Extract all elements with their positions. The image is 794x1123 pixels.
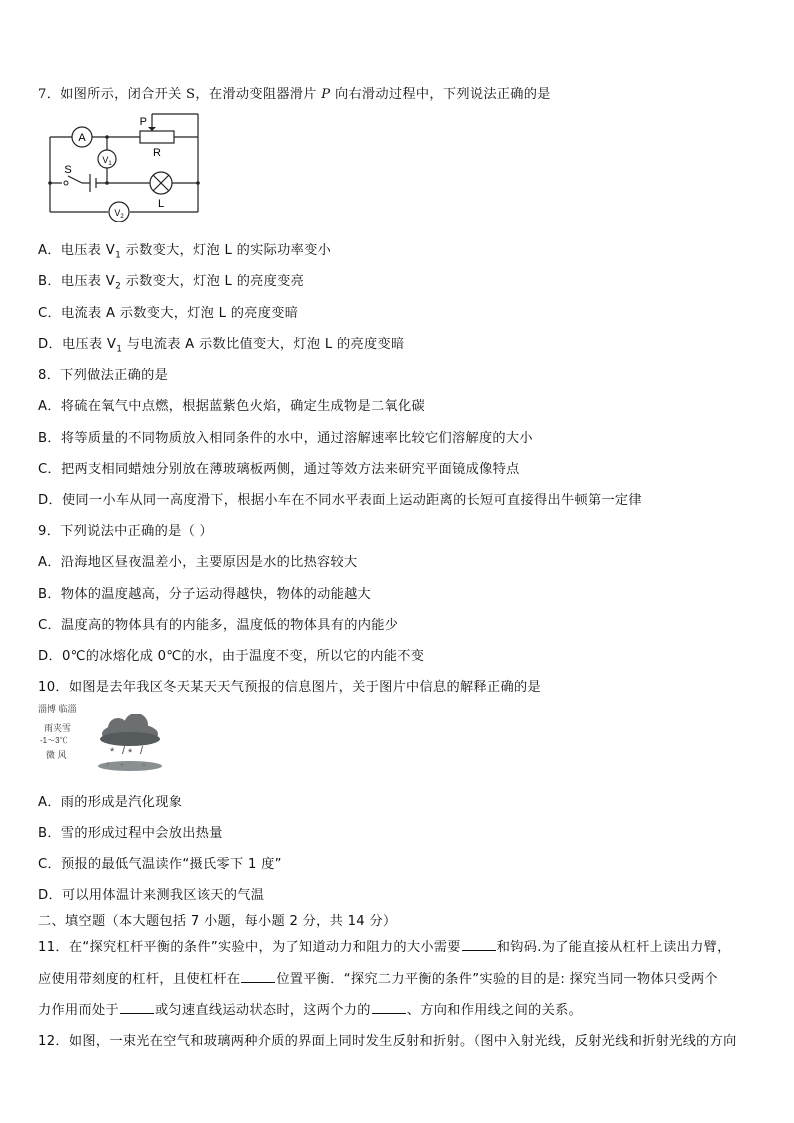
weather-city: 淄博 临淄 [38, 704, 77, 714]
q11-line-1: 11．在“探究杠杆平衡的条件”实验中，为了知道动力和阻力的大小需要 和钩码.为了能直接从杠杆上读出力臂， [38, 940, 731, 955]
q8-option-d: D．使同一小车从同一高度滑下，根据小车在不同水平表面上运动距离的长短可直接得出牛顿第一定律 [38, 493, 642, 508]
q9-option-a: A．沿海地区昼夜温差小，主要原因是水的比热容较大 [38, 555, 358, 570]
voltmeter-1-label: $V_1$ [102, 155, 112, 167]
answer-blank[interactable] [241, 972, 275, 983]
q7-option-c: C．电流表 A 示数变大，灯泡 L 的亮度变暗 [38, 306, 299, 321]
answer-blank[interactable] [120, 1003, 154, 1014]
q8-option-b: B．将等质量的不同物质放入相同条件的水中，通过溶解速率比较它们溶解度的大小 [38, 431, 533, 446]
voltmeter-2-label: $V_2$ [114, 208, 124, 220]
q10-option-d: D．可以用体温计来测我区该天的气温 [38, 888, 265, 903]
q12-line-1: 12．如图，一束光在空气和玻璃两种介质的界面上同时发生反射和折射。（图中入射光线，反射光线和折射光线的方向 [38, 1034, 737, 1049]
ammeter-label: A [78, 132, 86, 144]
switch-label: S [64, 164, 72, 176]
q7-option-b: B．电压表 $V_2$ 示数变大，灯泡 L 的亮度变亮 [38, 274, 305, 292]
answer-blank[interactable] [462, 940, 496, 951]
q9-option-b: B．物体的温度越高，分子运动得越快，物体的动能越大 [38, 587, 372, 602]
q7-stem [38, 83, 551, 102]
svg-text:*: * [106, 761, 110, 772]
resistor-label: R [153, 147, 161, 159]
q7-circuit-diagram [40, 110, 215, 222]
weather-forecast-image [38, 700, 168, 778]
q7-option-a: A．电压表 $V_1$ 示数变大，灯泡 L 的实际功率变小 [38, 243, 332, 261]
q11-line-2: 应使用带刻度的杠杆，且使杠杆在 位置平衡．“探究二力平衡的条件”实验的目的是: 探究当同一物体只受两个 [38, 972, 718, 987]
weather-wind: 微 风 [46, 750, 67, 760]
svg-text:*: * [128, 747, 133, 759]
svg-text:/: / [140, 745, 144, 757]
svg-text:*: * [110, 746, 115, 758]
slider-label: P [139, 116, 147, 128]
svg-text:*: * [142, 762, 146, 773]
q8-option-a: A．将硫在氧气中点燃，根据蓝紫色火焰，确定生成物是二氧化碳 [38, 399, 425, 414]
lamp-label: L [157, 198, 165, 210]
q9-option-c: C．温度高的物体具有的内能多，温度低的物体具有的内能少 [38, 618, 399, 633]
svg-text:/: / [122, 745, 126, 757]
q7-stem-part2: 向右滑动过程中，下列说法正确的是 [330, 87, 551, 102]
weather-condition: 雨夹雪 [44, 723, 72, 733]
sleet-cloud-icon [94, 714, 166, 774]
q7-option-d: D．电压表 $V_1$ 与电流表 A 示数比值变大，灯泡 L 的亮度变暗 [38, 337, 405, 355]
q7-stem-part1: 7．如图所示，闭合开关 S，在滑动变阻器滑片 [38, 87, 322, 102]
q9-stem: 9．下列说法中正确的是（ ） [38, 524, 214, 539]
answer-blank[interactable] [372, 1003, 406, 1014]
q10-option-a: A．雨的形成是汽化现象 [38, 795, 183, 810]
svg-text:*: * [120, 762, 124, 773]
q8-stem: 8．下列做法正确的是 [38, 368, 169, 383]
weather-temperature: -1～3℃ [40, 736, 68, 745]
q10-option-c: C．预报的最低气温读作“摄氏零下 1 度” [38, 857, 282, 872]
q8-option-c: C．把两支相同蜡烛分别放在薄玻璃板两侧，通过等效方法来研究平面镜成像特点 [38, 462, 520, 477]
q9-option-d: D．0℃的冰熔化成 0℃的水，由于温度不变，所以它的内能不变 [38, 649, 425, 664]
q10-option-b: B．雪的形成过程中会放出热量 [38, 826, 223, 841]
q11-line-3: 力作用而处于 或匀速直线运动状态时，这两个力的 、方向和作用线之间的关系。 [38, 1003, 583, 1018]
q10-stem: 10．如图是去年我区冬天某天天气预报的信息图片，关于图片中信息的解释正确的是 [38, 680, 541, 695]
section-heading: 二、填空题（本大题包括 7 小题，每小题 2 分，共 14 分） [38, 914, 397, 929]
q7-slider-symbol: P [321, 87, 331, 102]
